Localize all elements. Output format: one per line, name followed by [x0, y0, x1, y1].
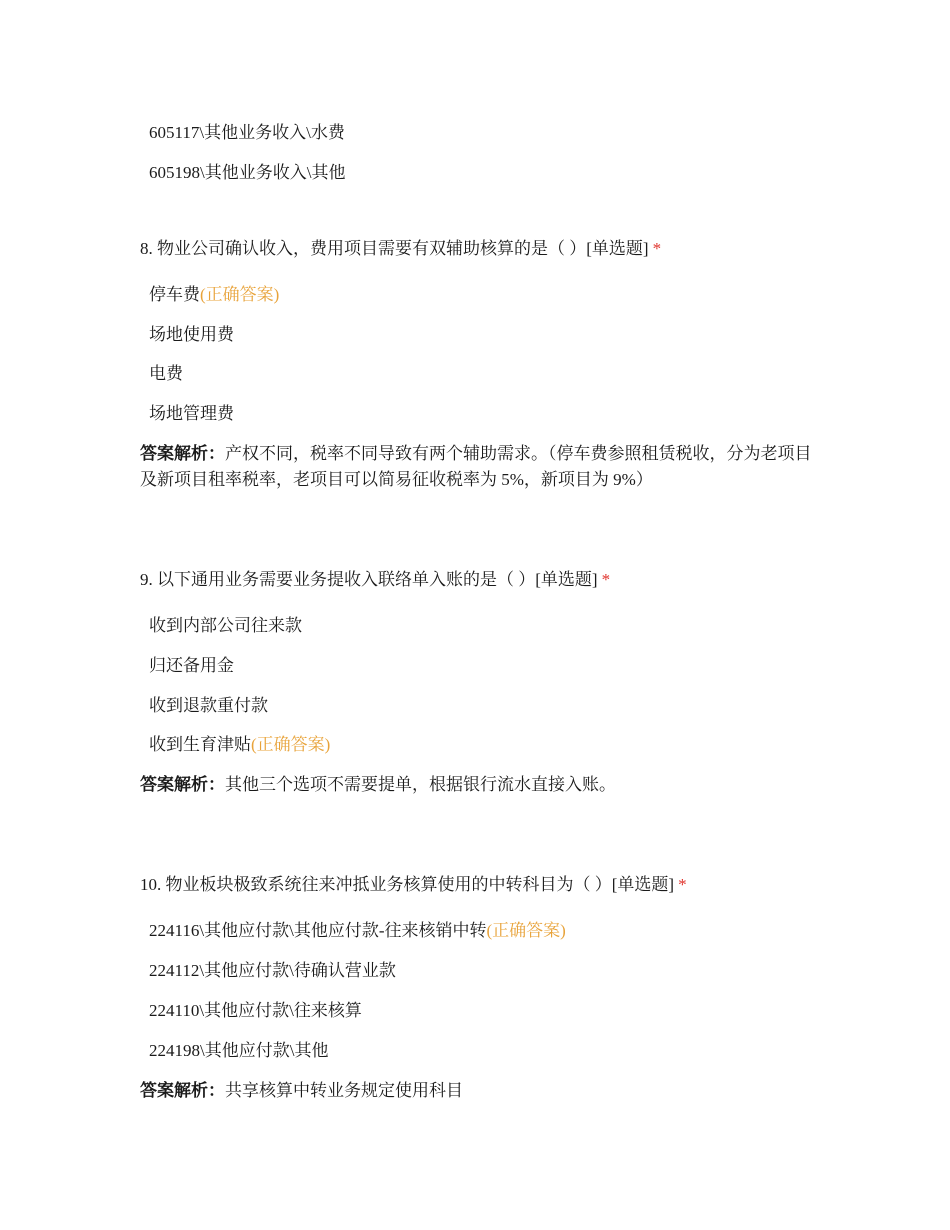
q10-option-4 [149, 1040, 328, 1062]
q10-option-2 [149, 960, 396, 982]
analysis-label: 答案解析： [140, 1081, 225, 1100]
option-text: 场地使用费 [149, 325, 234, 344]
analysis-text: 产权不同，税率不同导致有两个辅助需求。（停车费参照租赁税收，分为老项目及新项目租率税率，老项目可以简易征收税率为 5%，新项目为 9%） [140, 444, 812, 489]
q7-option-4 [149, 162, 345, 184]
option-text: 停车费 [149, 285, 200, 304]
option-text: 场地管理费 [149, 404, 234, 423]
option-text: 224110\其他应付款\往来核算 [149, 1001, 362, 1020]
question-text: 9. 以下通用业务需要业务提收入联络单入账的是（ ）[单选题] [140, 570, 598, 589]
analysis-text: 共享核算中转业务规定使用科目 [225, 1081, 463, 1100]
analysis-label: 答案解析： [140, 444, 225, 463]
analysis-text: 其他三个选项不需要提单，根据银行流水直接入账。 [225, 775, 616, 794]
option-text: 收到生育津贴 [149, 735, 251, 754]
option-text: 224112\其他应付款\待确认营业款 [149, 961, 396, 980]
q9-question [140, 569, 610, 591]
q7-option-3 [149, 122, 345, 144]
option-text: 605198\其他业务收入\其他 [149, 163, 346, 182]
option-text: 收到内部公司往来款 [149, 616, 302, 635]
q8-question [140, 238, 661, 260]
question-text: 10. 物业板块极致系统往来冲抵业务核算使用的中转科目为（ ）[单选题] [140, 875, 675, 894]
required-marker: * [601, 570, 611, 589]
analysis-label: 答案解析： [140, 775, 225, 794]
q9-option-1 [149, 615, 302, 637]
correct-answer-tag: (正确答案) [200, 285, 280, 304]
correct-answer-tag: (正确答案) [251, 735, 331, 754]
required-marker: * [678, 875, 687, 894]
q9-option-2 [149, 655, 234, 677]
option-text: 605117\其他业务收入\水费 [149, 123, 345, 142]
question-text: 8. 物业公司确认收入，费用项目需要有双辅助核算的是（ ）[单选题] [140, 239, 649, 258]
q10-analysis [140, 1078, 820, 1104]
q8-option-4 [149, 403, 234, 425]
option-text: 归还备用金 [149, 656, 234, 675]
option-text: 224198\其他应付款\其他 [149, 1041, 329, 1060]
q10-option-1 [149, 920, 566, 942]
q8-option-1 [149, 284, 279, 306]
required-marker: * [652, 239, 662, 258]
option-text: 电费 [149, 364, 183, 383]
q8-option-3 [149, 363, 183, 385]
q8-option-2 [149, 324, 234, 346]
q10-question [140, 874, 687, 896]
q8-analysis [140, 441, 820, 493]
correct-answer-tag: (正确答案) [486, 921, 566, 940]
q9-option-3 [149, 695, 268, 717]
q9-option-4 [149, 734, 330, 756]
option-text: 收到退款重付款 [149, 696, 268, 715]
q10-option-3 [149, 1000, 362, 1022]
option-text: 224116\其他应付款\其他应付款-往来核销中转 [149, 921, 487, 940]
q9-analysis [140, 772, 820, 798]
